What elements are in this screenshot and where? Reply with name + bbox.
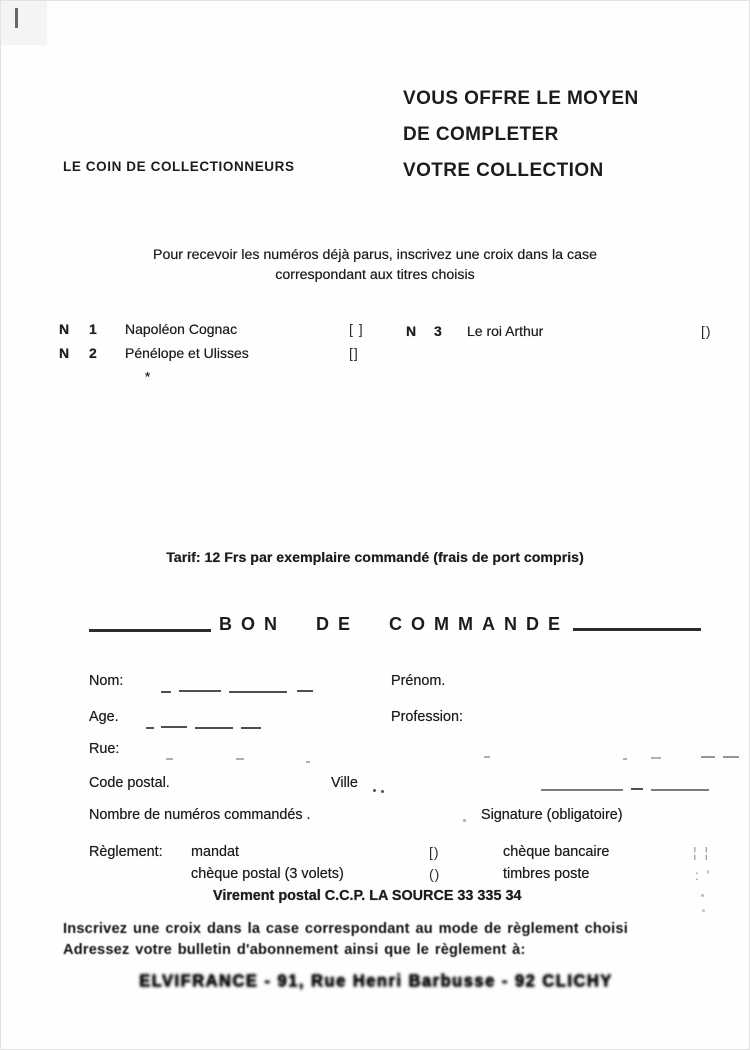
scan-dot bbox=[702, 909, 705, 912]
field-label-prenom: Prénom. bbox=[391, 673, 446, 689]
rue-line-segment bbox=[651, 757, 661, 759]
payment-option-timbres-poste: timbres poste bbox=[503, 866, 590, 882]
field-label-age: Age. bbox=[89, 709, 119, 725]
field-label-nombre-commandes: Nombre de numéros commandés . bbox=[89, 807, 311, 823]
age-line-segment bbox=[195, 727, 233, 729]
scan-artifact-mark bbox=[15, 8, 18, 28]
title-1-label: Napoléon Cognac bbox=[125, 321, 238, 337]
asterisk-mark: * bbox=[145, 369, 151, 384]
reglement-label: Règlement: bbox=[89, 844, 163, 860]
signature-dot bbox=[463, 819, 466, 822]
section-title-collectors-corner: LE COIN DE COLLECTIONNEURS bbox=[63, 159, 295, 174]
ville-line-segment bbox=[651, 789, 709, 791]
scan-dot bbox=[701, 894, 704, 897]
title-1-code: N bbox=[59, 321, 70, 337]
title-1-checkbox: [ ] bbox=[349, 321, 364, 337]
age-line-segment bbox=[161, 726, 187, 728]
tagline-line-1: VOUS OFFRE LE MOYEN bbox=[403, 88, 639, 109]
instructions-line-1: Pour recevoir les numéros déjà parus, inscrivez une croix dans la case bbox=[153, 247, 597, 263]
footer-note-croix: Inscrivez une croix dans la case correspondant au mode de règlement choisi bbox=[63, 921, 628, 937]
ville-line-segment bbox=[541, 789, 623, 791]
nom-line-segment bbox=[179, 690, 221, 692]
publisher-address: ELVIFRANCE - 91, Rue Henri Barbusse - 92 CLICHY bbox=[139, 971, 613, 991]
title-2-number: 2 bbox=[89, 345, 97, 361]
instructions-line-2: correspondant aux titres choisis bbox=[275, 267, 475, 283]
rue-line-segment bbox=[166, 758, 173, 760]
payment-checkbox-cheque-bancaire: ¦ ¦ bbox=[693, 844, 711, 860]
rue-line-segment bbox=[236, 758, 244, 760]
nom-line-segment bbox=[161, 691, 171, 693]
tagline-line-3: VOTRE COLLECTION bbox=[403, 160, 604, 181]
field-label-profession: Profession: bbox=[391, 709, 463, 725]
virement-note: Virement postal C.C.P. LA SOURCE 33 335 34 bbox=[213, 888, 522, 904]
rue-line-segment bbox=[701, 756, 715, 758]
rue-line-segment bbox=[306, 761, 310, 763]
payment-checkbox-cheque-postal: () bbox=[429, 866, 441, 882]
payment-checkbox-mandat: [) bbox=[429, 844, 440, 860]
field-label-rue: Rue: bbox=[89, 741, 120, 757]
footer-note-adresse: Adressez votre bulletin d'abonnement ainsi que le règlement à: bbox=[63, 942, 526, 958]
order-title-rule-left bbox=[89, 629, 211, 632]
title-2-checkbox: [] bbox=[349, 345, 359, 361]
age-line-segment bbox=[146, 727, 154, 729]
title-3-checkbox: [) bbox=[701, 323, 712, 339]
tagline-line-2: DE COMPLETER bbox=[403, 124, 559, 145]
rue-line-segment bbox=[723, 756, 739, 758]
order-title-rule-right bbox=[573, 628, 701, 631]
field-label-nom: Nom: bbox=[89, 673, 124, 689]
title-1-number: 1 bbox=[89, 321, 97, 337]
rue-line-segment bbox=[623, 758, 627, 760]
scan-smudge bbox=[1, 1, 47, 45]
title-3-number: 3 bbox=[434, 323, 442, 339]
field-label-signature: Signature (obligatoire) bbox=[481, 807, 623, 823]
payment-option-cheque-postal: chèque postal (3 volets) bbox=[191, 866, 344, 882]
title-3-label: Le roi Arthur bbox=[467, 323, 544, 339]
title-2-label: Pénélope et Ulisses bbox=[125, 345, 249, 361]
payment-option-mandat: mandat bbox=[191, 844, 239, 860]
title-3-code: N bbox=[406, 323, 417, 339]
nom-line-segment bbox=[297, 690, 313, 692]
title-2-code: N bbox=[59, 345, 70, 361]
ville-line-segment bbox=[631, 788, 643, 790]
instructions-text bbox=[1, 245, 749, 285]
field-label-ville: Ville bbox=[331, 775, 358, 791]
ville-dot bbox=[381, 790, 384, 793]
tarif-note: Tarif: 12 Frs par exemplaire commandé (frais de port compris) bbox=[166, 550, 584, 566]
header-tagline bbox=[403, 81, 639, 189]
payment-option-cheque-bancaire: chèque bancaire bbox=[503, 844, 610, 860]
field-label-code-postal: Code postal. bbox=[89, 775, 170, 791]
ville-dot bbox=[373, 789, 376, 792]
order-form-title: BON DE COMMANDE bbox=[219, 614, 569, 634]
rue-line-segment bbox=[484, 756, 490, 758]
payment-checkbox-timbres-poste: : ' bbox=[695, 867, 712, 883]
nom-line-segment bbox=[229, 691, 287, 693]
age-line-segment bbox=[241, 727, 261, 729]
